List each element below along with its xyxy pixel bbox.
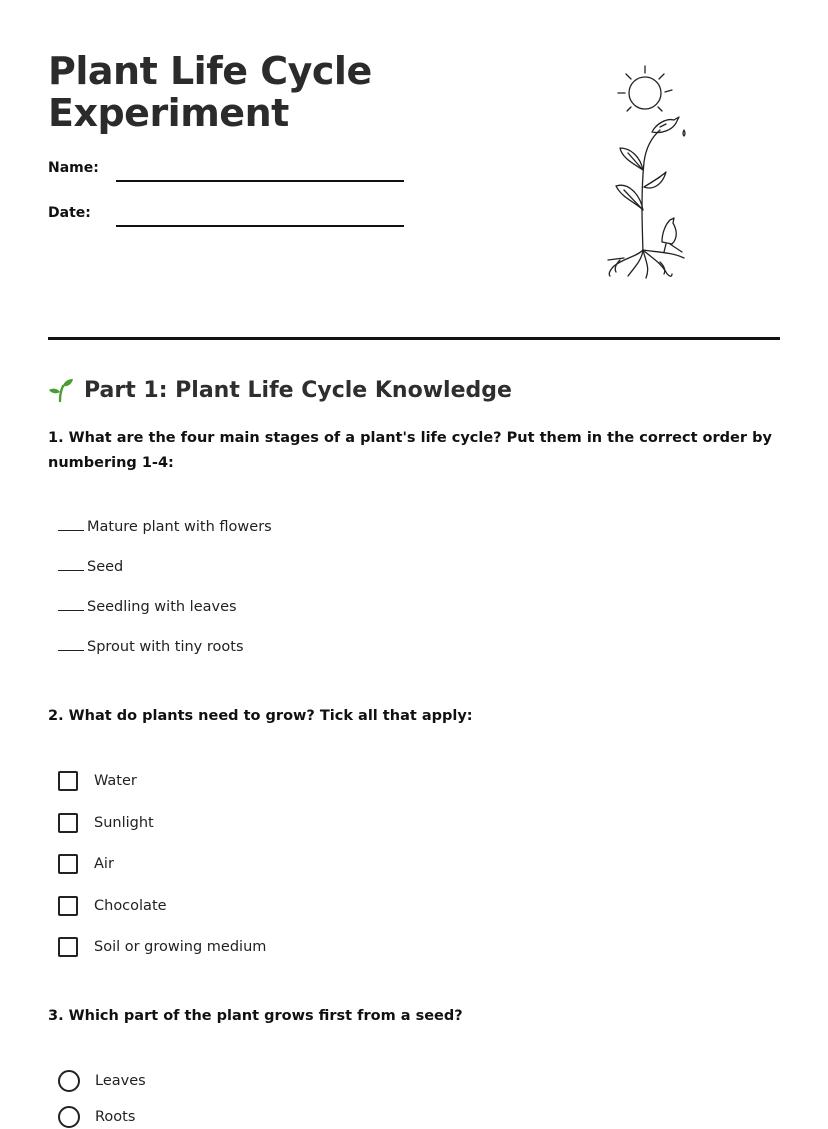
checkbox-label: Sunlight xyxy=(94,815,154,831)
order-item-label: Mature plant with flowers xyxy=(87,519,272,535)
checkbox-option[interactable] xyxy=(58,935,266,959)
radio-label: Roots xyxy=(95,1109,136,1125)
order-item-label: Sprout with tiny roots xyxy=(87,639,244,655)
checkbox[interactable] xyxy=(58,813,78,833)
checkbox[interactable] xyxy=(58,854,78,874)
radio-option[interactable] xyxy=(58,1069,146,1093)
order-item-label: Seedling with leaves xyxy=(87,599,237,615)
question-1: 1. What are the four main stages of a plant's life cycle? Put them in the correct order by numbering 1-4: xyxy=(48,430,772,471)
order-item xyxy=(58,556,123,578)
order-blank[interactable] xyxy=(58,556,84,571)
checkbox-label: Water xyxy=(94,773,137,789)
section-divider xyxy=(48,337,780,340)
checkbox-label: Air xyxy=(94,856,114,872)
part1-heading-text: Part 1: Plant Life Cycle Knowledge xyxy=(84,377,512,403)
part1-heading xyxy=(48,374,512,406)
checkbox[interactable] xyxy=(58,771,78,791)
date-field[interactable] xyxy=(116,225,404,227)
order-blank[interactable] xyxy=(58,516,84,531)
order-item xyxy=(58,516,272,538)
order-item xyxy=(58,636,244,658)
checkbox[interactable] xyxy=(58,937,78,957)
question-3: 3. Which part of the plant grows first from a seed? xyxy=(48,1008,463,1024)
order-blank[interactable] xyxy=(58,596,84,611)
checkbox-option[interactable] xyxy=(58,769,137,793)
page-title: Plant Life Cycle Experiment xyxy=(48,49,372,135)
date-label: Date: xyxy=(48,205,91,221)
order-item-label: Seed xyxy=(87,559,124,575)
plant-with-sun-bird-icon xyxy=(600,62,690,284)
radio-button[interactable] xyxy=(58,1070,80,1092)
order-item xyxy=(58,596,237,618)
question-2: 2. What do plants need to grow? Tick all that apply: xyxy=(48,708,473,724)
name-label: Name: xyxy=(48,160,99,176)
checkbox-label: Chocolate xyxy=(94,898,167,914)
checkbox-option[interactable] xyxy=(58,894,167,918)
checkbox-option[interactable] xyxy=(58,852,114,876)
checkbox[interactable] xyxy=(58,896,78,916)
seedling-icon xyxy=(48,377,74,403)
radio-button[interactable] xyxy=(58,1106,80,1128)
checkbox-label: Soil or growing medium xyxy=(94,939,267,955)
checkbox-option[interactable] xyxy=(58,811,154,835)
radio-option[interactable] xyxy=(58,1105,135,1129)
name-field[interactable] xyxy=(116,180,404,182)
radio-label: Leaves xyxy=(95,1073,146,1089)
order-blank[interactable] xyxy=(58,636,84,651)
